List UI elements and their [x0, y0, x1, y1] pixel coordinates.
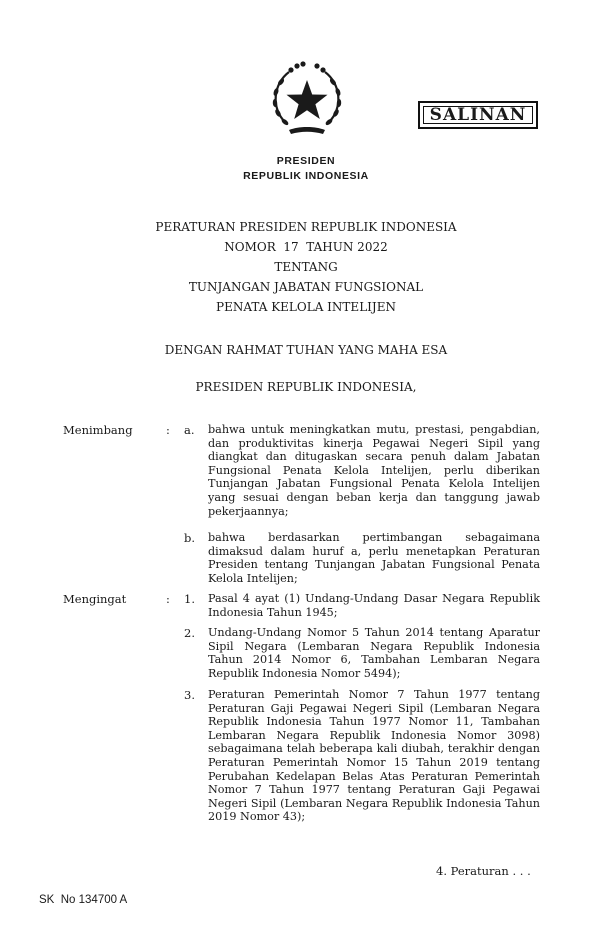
menimbang-item-b: bahwa berdasarkan pertimbangan sebagaimana dimaksud dalam huruf a, perlu menetapkan Peraturan Presiden tentang Tunjangan Jabatan Fungsional Penata Kelola Intelijen; — [208, 531, 540, 585]
item-mark: b. — [184, 531, 196, 545]
colon: : — [166, 423, 170, 437]
menimbang-item-a: bahwa untuk meningkatkan mutu, prestasi, pengabdian, dan produktivitas kinerja Pegawai Negeri Sipil yang diangkat dan ditugaskan secara penuh dalam Jabatan Fungsional Penata Kelola Intelijen, perlu diberikan Tunjangan Jabatan Fungsional Penata Kelola Intelijen yang sesuai dengan beban kerja dan tanggung jawab pekerjaannya; — [208, 423, 540, 518]
presidential-emblem — [265, 60, 349, 140]
item-mark: 2. — [184, 626, 195, 640]
item-mark: a. — [184, 423, 195, 437]
regulation-tentang: TENTANG — [274, 260, 338, 274]
mengingat-item-3: Peraturan Pemerintah Nomor 7 Tahun 1977 tentang Peraturan Gaji Pegawai Negeri Sipil (Lembaran Negara Republik Indonesia Tahun 1977 Nomor 11, Tambahan Lembaran Negara Republik Indonesia Nomor 3098) sebagaimana telah beberapa kali diubah, terakhir dengan Peraturan Pemerintah Nomor 15 Tahun 2019 tentang Perubahan Kedelapan Belas Atas Peraturan Pemerintah Nomor 7 Tahun 1977 tentang Peraturan Gaji Pegawai Negeri Sipil (Lembaran Negara Republik Indonesia Tahun 2019 Nomor 43); — [208, 688, 540, 824]
regulation-subject-line-1: TUNJANGAN JABATAN FUNGSIONAL — [188, 280, 424, 294]
regulation-number: NOMOR 17 TAHUN 2022 — [224, 240, 388, 254]
menimbang-label: Menimbang — [63, 423, 133, 437]
president-heading: PRESIDEN REPUBLIK INDONESIA, — [195, 380, 417, 394]
item-mark: 3. — [184, 688, 195, 702]
next-page-reference: 4. Peraturan . . . — [436, 864, 531, 878]
regulation-subject-line-2: PENATA KELOLA INTELIJEN — [216, 300, 396, 314]
colon: : — [166, 592, 170, 606]
mengingat-label: Mengingat — [63, 592, 127, 606]
sk-number: SK No 134700 A — [39, 894, 128, 906]
invocation: DENGAN RAHMAT TUHAN YANG MAHA ESA — [164, 343, 448, 357]
item-mark: 1. — [184, 592, 195, 606]
salinan-stamp: SALINAN — [418, 101, 538, 129]
mengingat-item-2: Undang-Undang Nomor 5 Tahun 2014 tentang Aparatur Sipil Negara (Lembaran Negara Republik Indonesia Tahun 2014 Nomor 6, Tambahan Lembaran Negara Republik Indonesia Nomor 5494); — [208, 626, 540, 680]
regulation-title-line: PERATURAN PRESIDEN REPUBLIK INDONESIA — [155, 220, 457, 234]
mengingat-item-1: Pasal 4 ayat (1) Undang-Undang Dasar Negara Republik Indonesia Tahun 1945; — [208, 592, 540, 619]
header-republik-indonesia: REPUBLIK INDONESIA — [243, 170, 369, 182]
header-presiden: PRESIDEN — [276, 155, 336, 167]
